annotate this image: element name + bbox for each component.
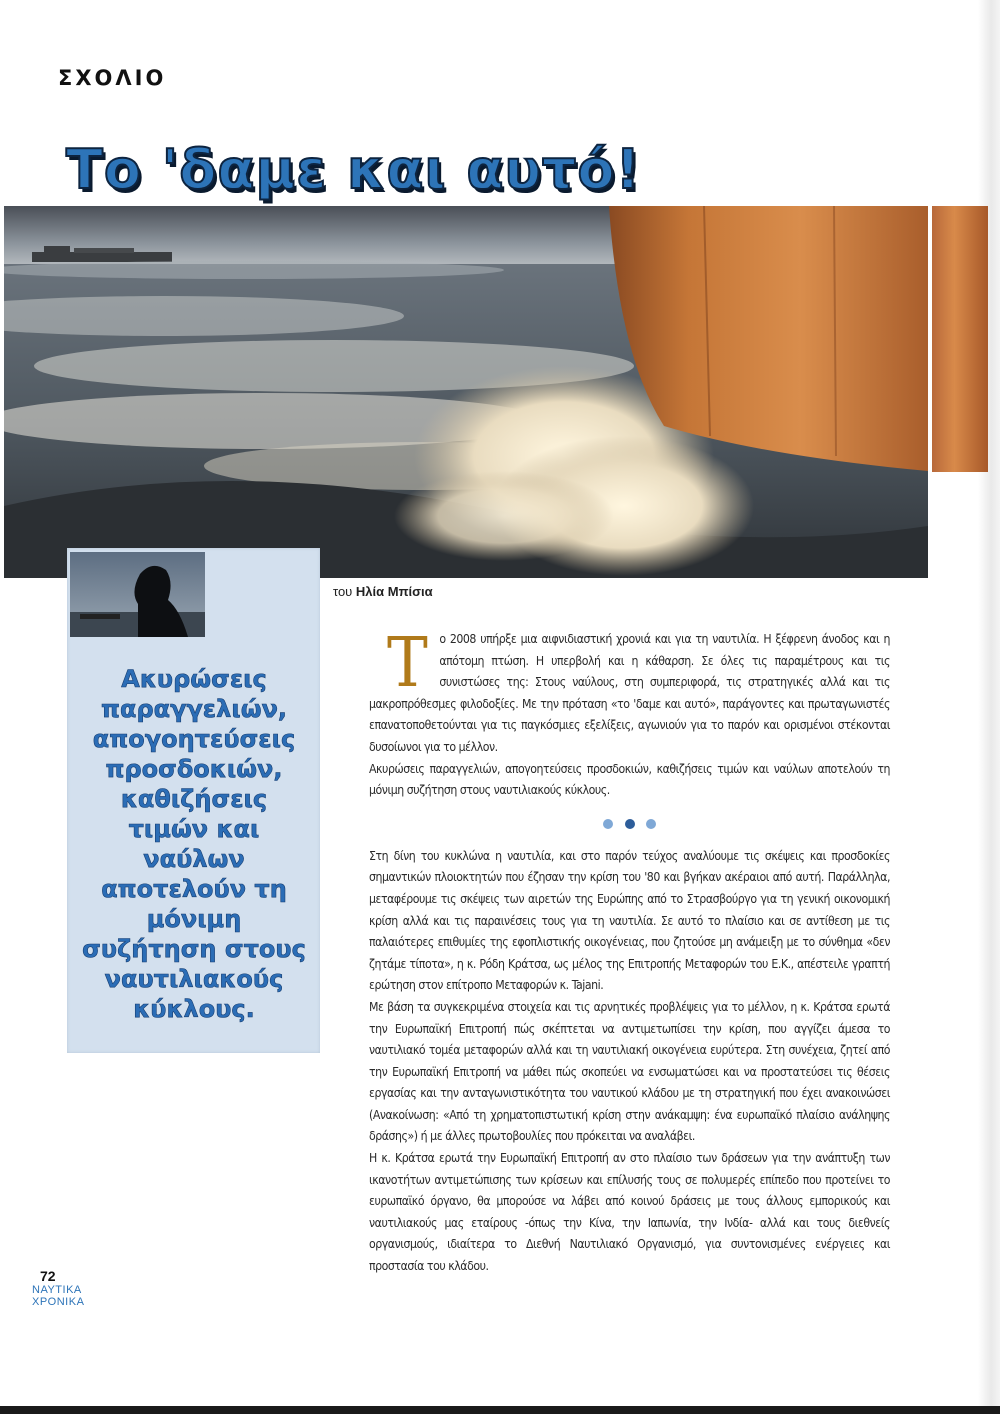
section-label: ΣΧΟΛΙΟ bbox=[58, 66, 167, 90]
separator-dots bbox=[369, 814, 890, 832]
magazine-name-line1: ΝΑΥΤΙΚΑ bbox=[32, 1284, 82, 1296]
separator-dot bbox=[646, 819, 656, 829]
hull-color-strip bbox=[932, 206, 988, 472]
body-paragraph: Στη δίνη του κυκλώνα η ναυτιλία, και στο παρόν τεύχος αναλύουμε τις σκέψεις και προσδοκίες σημαντικών πλοιοκτητών που έζησαν την κρίση του '80 και βγήκαν ακέραιοι από αυτή. Παράλληλα, μεταφέρουμε τις σκέψεις των αιρετών της Ευρώπης από το Στρασβούργο για τη γενική οικονομική κρίση αλλά και τις παραινέσεις τους για τη ναυτιλία. Σε αυτό το πλαίσιο και σε αντίθεση με τις παλαιότερες επιθυμίες της εφοπλιστικής οικογένειας, που ζητούσε μη ανάμειξη με το σύνθημα «δεν ζητάμε τίποτα», η κ. Ρόδη Κράτσα, ως μέλος της Επιτροπής Μεταφορών του Ε.Κ., απέστειλε γραπτή ερώτηση στον επίτροπο Μεταφορών κ. Tajani. bbox=[369, 848, 890, 993]
ship-hull-waves-photo-icon bbox=[4, 206, 928, 578]
bottom-rule bbox=[0, 1406, 1000, 1414]
pull-quote: Ακυρώσεις παραγγελιών, απογοητεύσεις προσδοκιών, καθιζήσεις τιμών και ναύλων αποτελούν τη μόνιμη συζήτηση στους ναυτιλιακούς κύκλους. bbox=[82, 665, 306, 1023]
author-thumbnail bbox=[70, 552, 205, 637]
body-paragraph: Η κ. Κράτσα ερωτά την Ευρωπαϊκή Επιτροπή αν στο πλαίσιο των δράσεων για την ανάπτυξη των ικανοτήτων αντιμετώπισης των κρίσεων και επίλυσής τους σε πολυμερές επίπεδο που προτείνει το ευρωπαϊκό όργανο, θα μπορούσε να λάβει από κοινού δράσεις με τους άλλους εμπορικούς και ναυτιλιακούς μας εταίρους -όπως την Κίνα, την Ιαπωνία, την Ινδία- αλλά και τους διεθνείς οργανισμούς, ιδιαίτερα το Διεθνή Ναυτιλιακό Οργανισμό, για συντονισμένες ενέργειες και προστασία του κλάδου. bbox=[369, 1151, 890, 1274]
page-footer bbox=[32, 1268, 84, 1308]
page-title: Το 'δαμε και αυτό! bbox=[66, 138, 642, 201]
intro-paragraph bbox=[369, 624, 890, 759]
body-paragraph: Με βάση τα συγκεκριμένα στοιχεία και τις αρνητικές προβλέψεις για το μέλλον, η κ. Κράτσα ερωτά την Ευρωπαϊκή Επιτροπή πώς σκέπτεται να αντιμετωπίσει την κρίση, που αγγίζει άμεσα το ναυτιλιακό τομέα μεταφορών αλλά και τη ναυτιλιακή οικογένεια ευρύτερα. Στη συνέχεια, ζητεί από την Ευρωπαϊκή Επιτροπή να μάθει πώς σκοπεύει να ενσωματώσει και να προστατεύσει τις θέσεις εργασίας και την ανταγωνιστικότητα του ναυτικού κλάδου με τη στρατηγική που έχει ανακοινώσει (Ανακοίνωση: «Από τη χρηματοπιστωτική κρίση στην ανάκαμψη: ένα ευρωπαϊκό πλαίσιο ανάληψης δράσης») ή με άλλες πρωτοβουλίες που πρόκειται να αναλάβει. bbox=[369, 999, 890, 1144]
hero-photo bbox=[4, 206, 928, 578]
byline bbox=[333, 584, 433, 599]
drop-cap: Τ bbox=[387, 624, 428, 703]
separator-dot bbox=[603, 819, 613, 829]
intro-paragraph-2: Ακυρώσεις παραγγελιών, απογοητεύσεις προσδοκιών, καθιζήσεις τιμών και ναύλων αποτελούν τη μόνιμη συζήτηση στους ναυτιλιακούς κύκλους. bbox=[369, 761, 890, 798]
page-number: 72 bbox=[40, 1268, 56, 1284]
magazine-name-line2: ΧΡΟΝΙΚΑ bbox=[32, 1296, 85, 1308]
byline-author: Ηλία Μπίσια bbox=[355, 584, 433, 599]
byline-prefix: του bbox=[333, 584, 353, 599]
separator-dot bbox=[625, 819, 635, 829]
silhouette-portrait-photo-icon bbox=[70, 552, 205, 637]
intro-text: ο 2008 υπήρξε μια αιφνιδιαστική χρονιά και για τη ναυτιλία. Η ξέφρενη άνοδος και η απότομη πτώση. Η υπερβολή και η κάθαρση. Σε όλες τις παραμέτρους και τις συνιστώσες της: Στους ναύλους, στη συμπεριφορά, τις στρατηγικές αλλά και τις μακροπρόθεσμες φιλοδοξίες. Με την πρόταση «το 'δαμε και αυτό», παράγοντες και πρωταγωνιστές επανατοποθετούνται για τις παγκόσμιες εξελίξεις, αγωνιούν για το παρόν και ορισμένοι στέκονται δυσοίωνοι για το μέλλον. bbox=[369, 632, 890, 754]
article-body bbox=[369, 624, 890, 1278]
